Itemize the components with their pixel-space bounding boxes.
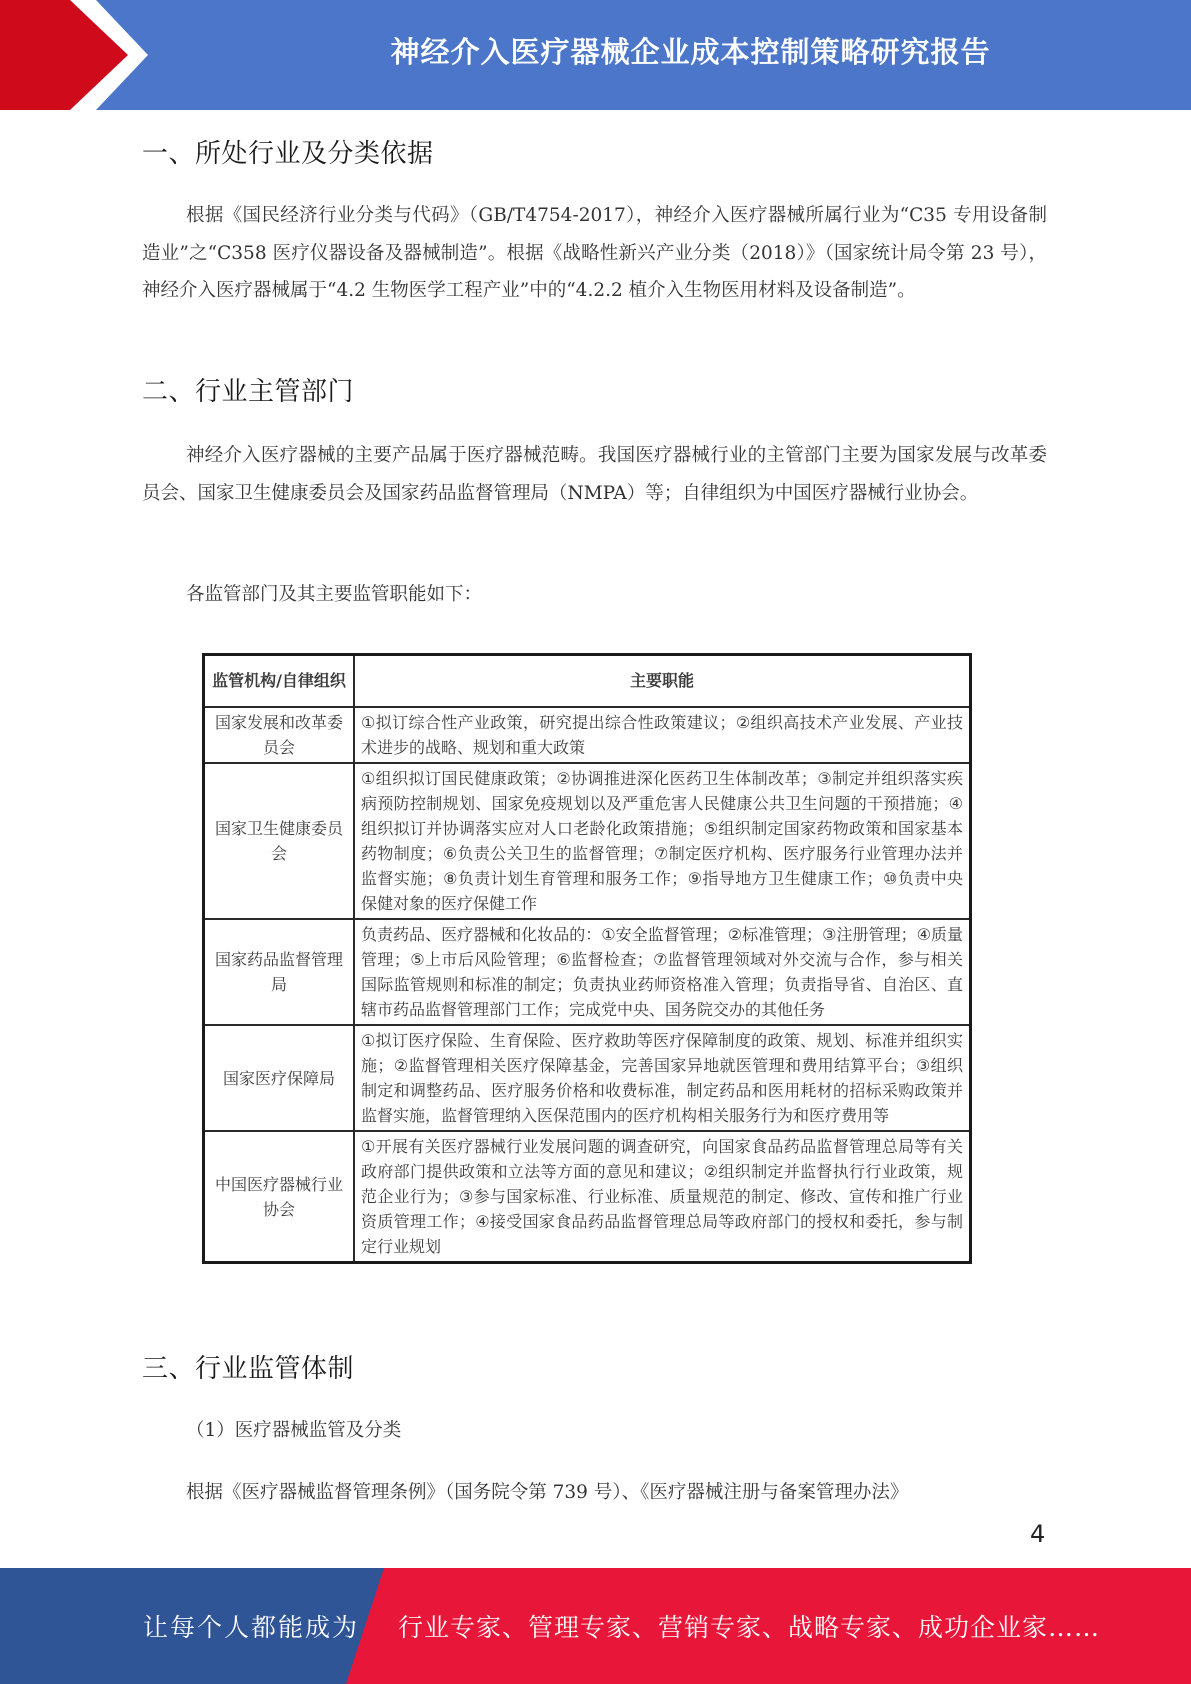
table-row (204, 763, 971, 919)
section-heading-regulatory-system: 三、行业监管体制 (142, 1354, 355, 1384)
table-row (204, 919, 971, 1025)
table-row (204, 1131, 971, 1263)
organization-cell: 国家发展和改革委员会 (204, 707, 355, 763)
duty-cell: ①组织拟订国民健康政策；②协调推进深化医药卫生体制改革；③制定并组织落实疾病预防控制规划、国家免疫规划以及严重危害人民健康公共卫生问题的干预措施；④组织拟订并协调落实应对人口老龄化政策措施；⑤组织制定国家药物政策和国家基本药物制度；⑥负责公关卫生的监督管理；⑦制定医疗机构、医疗服务行业管理办法并监督实施；⑧负责计划生育管理和服务工作；⑨指导地方卫生健康工作；⑩负责中央保健对象的医疗保健工作 (354, 763, 971, 919)
table-header-row (204, 655, 971, 708)
table-intro-text: 各监管部门及其主要监管职能如下： (186, 584, 483, 605)
table-row (204, 1025, 971, 1131)
footer-slogan-left: 让每个人都能成为 (143, 1613, 360, 1642)
duty-cell: ①拟订医疗保险、生育保险、医疗救助等医疗保障制度的政策、规划、标准并组织实施；②监督管理相关医疗保障基金，完善国家异地就医管理和费用结算平台；③组织制定和调整药品、医疗服务价格和收费标准，制定药品和医用耗材的招标采购政策并监督实施，监督管理纳入医保范围内的医疗机构相关服务行为和医疗费用等 (354, 1025, 971, 1131)
sub-item-heading: （1）医疗器械监管及分类 (186, 1420, 402, 1441)
column-header-duties: 主要职能 (354, 655, 971, 708)
organization-cell: 国家医疗保障局 (204, 1025, 355, 1131)
paragraph-industry-classification: 根据《国民经济行业分类与代码》（GB/T4754-2017），神经介入医疗器械所属行业为“C35 专用设备制造业”之“C358 医疗仪器设备及器械制造”。根据《战略性新兴产业分类（2018）》（国家统计局令第 23 号），神经介入医疗器械属于“4.2 生物医学工程产业”中的“4.2.2 植介入生物医用材料及设备制造”。 (142, 205, 1047, 301)
duty-cell: ①开展有关医疗器械行业发展问题的调查研究，向国家食品药品监督管理总局等有关政府部门提供政策和立法等方面的意见和建议；②组织制定并监督执行行业政策，规范企业行为；③参与国家标准、行业标准、质量规范的制定、修改、宣传和推广行业资质管理工作；④接受国家食品药品监督管理总局等政府部门的授权和委托，参与制定行业规划 (354, 1131, 971, 1263)
duty-cell: ①拟订综合性产业政策，研究提出综合性政策建议；②组织高技术产业发展、产业技术进步的战略、规划和重大政策 (354, 707, 971, 763)
paragraph-authorities: 神经介入医疗器械的主要产品属于医疗器械范畴。我国医疗器械行业的主管部门主要为国家发展与改革委员会、国家卫生健康委员会及国家药品监督管理局（NMPA）等；自律组织为中国医疗器械行业协会。 (142, 445, 1047, 504)
column-header-organization: 监管机构/自律组织 (204, 655, 355, 708)
page-footer (0, 1568, 1191, 1684)
organization-cell: 国家卫生健康委员会 (204, 763, 355, 919)
section-heading-industry-classification: 一、所处行业及分类依据 (142, 139, 434, 169)
footer-slogan-right: 行业专家、管理专家、营销专家、战略专家、成功企业家…… (398, 1613, 1101, 1642)
report-title: 神经介入医疗器械企业成本控制策略研究报告 (390, 34, 991, 69)
section-heading-authorities: 二、行业主管部门 (142, 377, 355, 407)
organization-cell: 国家药品监督管理局 (204, 919, 355, 1025)
regulator-duties-table (202, 653, 972, 1264)
organization-cell: 中国医疗器械行业协会 (204, 1131, 355, 1263)
duty-cell: 负责药品、医疗器械和化妆品的：①安全监督管理；②标准管理；③注册管理；④质量管理；⑤上市后风险管理；⑥监督检查；⑦监督管理领域对外交流与合作，参与相关国际监管规则和标准的制定；负责执业药师资格准入管理；负责指导省、自治区、直辖市药品监督管理部门工作；完成党中央、国务院交办的其他任务 (354, 919, 971, 1025)
page-number: 4 (1030, 1520, 1046, 1548)
paragraph-regulatory-system: 根据《医疗器械监督管理条例》（国务院令第 739 号）、《医疗器械注册与备案管理办法》 (186, 1482, 909, 1503)
table-row (204, 707, 971, 763)
page-header (0, 0, 1191, 110)
